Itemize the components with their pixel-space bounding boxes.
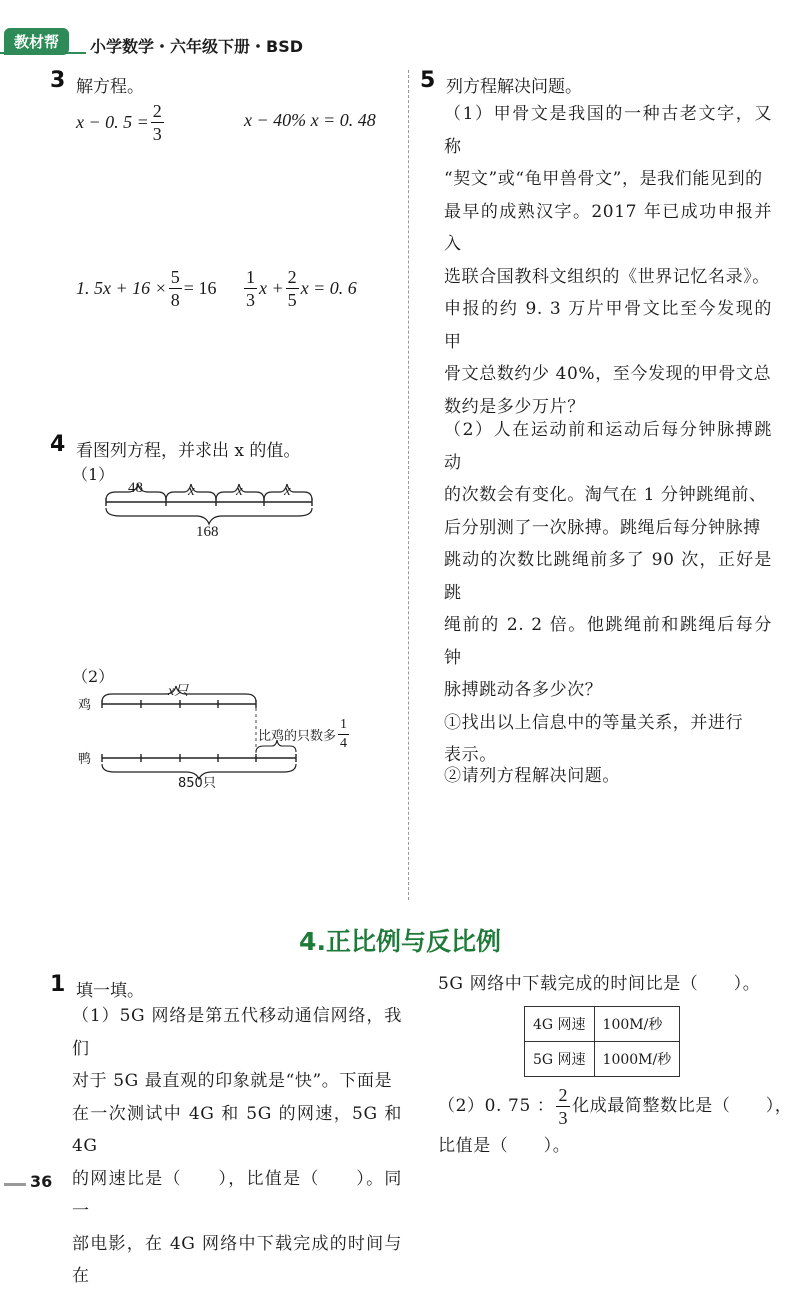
equation-3 [76,268,216,309]
q5-p2-line: 表示。 [444,745,497,765]
network-speed-table [524,1006,680,1077]
table-cell: 4G 网速 [525,1007,595,1042]
equation-4-middle: x + [259,278,284,298]
equation-3-numerator: 5 [170,267,180,287]
d1-label-total: 168 [196,524,219,540]
q5-p1-line: 数约是多少万片？ [444,396,585,417]
equation-4-numerator-2: 2 [287,267,297,287]
q5-p1-line: （1）甲骨文是我国的一种古老文字，又称 [444,104,772,157]
section-title: 4.正比例与反比例 [299,927,501,956]
header-brand-tab: 教材帮 [4,28,69,55]
page-number: 36 [30,1172,53,1191]
equation-4-denominator-2: 5 [287,290,297,310]
d1-label-x2: x [236,483,243,499]
question-number-3: 3 [50,68,66,93]
q5-p1-line: 骨文总数约少 40%，至今发现的甲骨文总 [444,364,772,384]
d2-more-numerator: 1 [338,718,349,735]
equation-1-left: x − 0. 5 = [76,112,149,132]
equation-3-left: 1. 5x + 16 × [76,278,167,298]
q4-part2-label: （2） [72,667,115,686]
s1-q2-line-1 [438,1086,792,1127]
q5-p2-line: （2）人在运动前和运动后每分钟脉搏跳动 [444,420,772,473]
s1-left-line: 对于 5G 最直观的印象就是“快”。下面是 [72,1071,393,1091]
footer-bar-decoration [4,1183,26,1186]
q5-p2-line: 的次数会有变化。淘气在 1 分钟跳绳前、 [444,485,767,505]
q5-p2-line: 脉搏跳动各多少次？ [444,680,603,700]
q5-p2-line: 绳前的 2. 2 倍。他跳绳前和跳绳后每分钟 [444,615,772,668]
s1-left-text [72,1000,402,1293]
s1-left-line: 部电影，在 4G 网络中下载完成的时间与在 [72,1233,402,1286]
d2-x-label: x只 [168,684,189,699]
s1-right-line-1: 5G 网络中下载完成的时间比是（ ）。 [438,974,761,994]
d2-more-label [258,718,351,751]
q5-p2-line: 跳动的次数比跳绳前多了 90 次，正好是跳 [444,550,772,603]
equation-3-right: = 16 [183,278,217,298]
s1-left-line: （1）5G 网络是第五代移动通信网络，我们 [72,1006,402,1059]
d1-label-48: 48 [128,480,143,496]
d1-label-x3: x [284,483,291,499]
equation-4-numerator-1: 1 [246,267,255,287]
d2-more-text: 比鸡的只数多 [258,729,337,744]
question-4-title: 看图列方程，并求出 x 的值。 [76,441,301,461]
d1-label-x1: x [188,483,195,499]
d2-total-label: 850只 [178,776,216,791]
question-3-title: 解方程。 [76,77,144,97]
s1-left-line: 在一次测试中 4G 和 5G 的网速，5G 和 4G [72,1103,402,1156]
q5-p2-line: 后分别测了一次脉搏。跳绳后每分钟脉搏 [444,517,761,538]
q5-p1-line: 申报的约 9. 3 万片甲骨文比至今发现的甲 [444,299,772,352]
q5-part2-sub2: ②请列方程解决问题。 [444,766,620,786]
question-5-title: 列方程解决问题。 [446,77,582,97]
s1-q2-numerator: 2 [558,1085,569,1105]
equation-1-denominator: 3 [152,124,162,144]
table-cell: 100M/秒 [594,1007,680,1042]
d2-duck-label: 鸭 [78,752,92,767]
table-row [525,1042,680,1077]
s1-left-line: 的网速比是（ ），比值是（ ）。同一 [72,1168,402,1221]
table-cell: 5G 网速 [525,1042,595,1077]
header-title: 小学数学・六年级下册・BSD [90,37,304,56]
question-number-5: 5 [420,68,436,93]
q5-p2-line: ①找出以上信息中的等量关系，并进行 [444,712,744,733]
s1-q2-denominator: 3 [558,1108,569,1128]
s1-q2-prefix: （2）0. 75 ： [438,1096,555,1117]
equation-1-numerator: 2 [152,101,162,121]
q4-part1-label: （1） [72,465,115,484]
table-row [525,1007,680,1042]
equation-1 [76,102,166,143]
d2-chicken-label: 鸡 [78,698,92,713]
s1-q2-line-2: 比值是（ ）。 [438,1136,571,1156]
column-divider [408,70,409,900]
q5-part1-text [444,98,772,423]
brace-total [106,508,312,524]
d2-more-denominator: 4 [340,736,348,751]
q5-p1-line: 选联合国教科文组织的《世界记忆名录》。 [444,266,770,287]
section-question-1-title: 填一填。 [76,981,144,1001]
header-underline [0,52,86,54]
equation-2: x − 40% x = 0. 48 [244,110,376,130]
q5-part2-text [444,414,772,772]
equation-4-right: x = 0. 6 [300,278,357,298]
equation-3-denominator: 8 [170,290,180,310]
table-cell: 1000M/秒 [594,1042,680,1077]
equation-4-denominator-1: 3 [246,290,255,310]
s1-q2-suffix: 化成最简整数比是（ ）， [572,1096,793,1117]
q5-p1-line: “契文”或“龟甲兽骨文”，是我们能见到的 [444,169,763,189]
equation-4 [242,268,357,309]
q5-p1-line: 最早的成熟汉字。2017 年已成功申报并入 [444,201,772,254]
section-question-number-1: 1 [50,972,66,997]
question-number-4: 4 [50,432,66,457]
